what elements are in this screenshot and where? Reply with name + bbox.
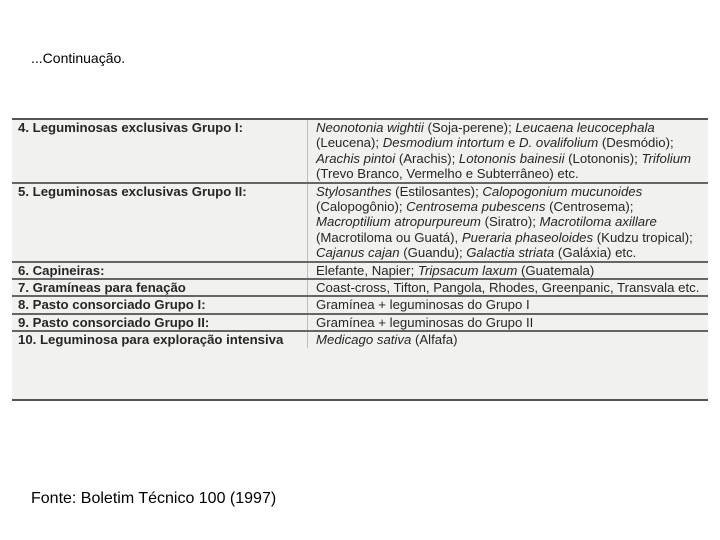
common-name: Coast-cross, Tifton, Pangola, Rhodes, Greenpanic, Transvala etc. — [316, 280, 700, 296]
species-name: Calopogonium mucunoides — [482, 183, 643, 199]
forage-table — [12, 120, 708, 348]
common-name: (Calopogônio); — [316, 183, 646, 215]
category-cell: 9. Pasto consorciado Grupo II: — [12, 314, 308, 331]
table-row — [12, 296, 708, 313]
species-name: Medicago sativa — [316, 332, 412, 348]
species-cell — [308, 314, 709, 331]
species-cell — [308, 296, 709, 313]
category-cell: 6. Capineiras: — [12, 262, 308, 279]
source-caption: Fonte: Boletim Técnico 100 (1997) — [31, 490, 277, 507]
species-name: Lotononis bainesii — [458, 150, 565, 166]
species-name: Arachis pintoi — [316, 150, 396, 166]
table-row — [12, 262, 708, 279]
common-name: (Guatemala) — [517, 262, 595, 278]
species-cell — [308, 120, 709, 183]
category-cell: 4. Leguminosas exclusivas Grupo I: — [12, 120, 308, 183]
common-name: (Arachis); — [395, 150, 459, 166]
common-name: (Galáxia) etc. — [554, 245, 637, 261]
common-name: (Siratro); — [480, 214, 540, 230]
common-name: Gramínea + leguminosas do Grupo I — [316, 297, 530, 313]
common-name: (Soja-perene); — [423, 120, 516, 135]
common-name: Gramínea + leguminosas do Grupo II — [316, 314, 534, 330]
scanned-table-image — [12, 118, 708, 401]
species-cell — [308, 279, 709, 296]
common-name: (Macrotiloma ou Guatá), — [316, 214, 661, 245]
table-row — [12, 331, 708, 347]
category-cell: 7. Gramíneas para fenação — [12, 279, 308, 296]
species-name: Macrotiloma axillare — [539, 214, 657, 230]
species-cell — [308, 183, 709, 262]
species-name: Galactia striata — [466, 245, 555, 261]
table-row — [12, 183, 708, 262]
species-name: Neonotonia wightii — [316, 120, 424, 135]
common-name: (Lotononis); — [564, 150, 642, 166]
species-name: Pueraria phaseoloides — [461, 229, 594, 245]
table-row — [12, 314, 708, 331]
category-cell: 5. Leguminosas exclusivas Grupo II: — [12, 183, 308, 262]
common-name: (Estilosantes); — [391, 183, 483, 199]
common-name: (Centrosema); — [545, 199, 638, 215]
species-name: Desmodium intortum — [382, 135, 505, 151]
species-name: Centrosema pubescens — [406, 199, 546, 215]
species-cell — [308, 331, 709, 347]
common-name: e — [504, 135, 520, 151]
species-name: D. ovalifolium — [519, 135, 599, 151]
table-row — [12, 120, 708, 183]
species-cell — [308, 262, 709, 279]
table-row — [12, 279, 708, 296]
category-cell: 10. Leguminosa para exploração intensiva — [18, 332, 284, 348]
common-name: (Desmódio); — [598, 135, 678, 151]
species-name: Tripsacum laxum — [417, 262, 518, 278]
common-name: (Leucena); — [316, 120, 659, 151]
species-name: Cajanus cajan — [316, 245, 400, 261]
common-name: Elefante, Napier; — [316, 262, 418, 278]
species-name: Trifolium — [641, 150, 692, 166]
common-name: (Guandu); — [399, 245, 467, 261]
continuation-label: ...Continuação. — [31, 50, 126, 66]
category-cell: 8. Pasto consorciado Grupo I: — [12, 296, 308, 313]
common-name: (Trevo Branco, Vermelho e Subterrâneo) etc. — [316, 150, 695, 182]
species-name: Leucaena leucocephala — [515, 120, 655, 135]
species-name: Stylosanthes — [316, 183, 392, 199]
common-name: (Alfafa) — [411, 332, 458, 348]
species-name: Macroptilium atropurpureum — [316, 214, 481, 230]
common-name: (Kudzu tropical); — [593, 229, 697, 245]
